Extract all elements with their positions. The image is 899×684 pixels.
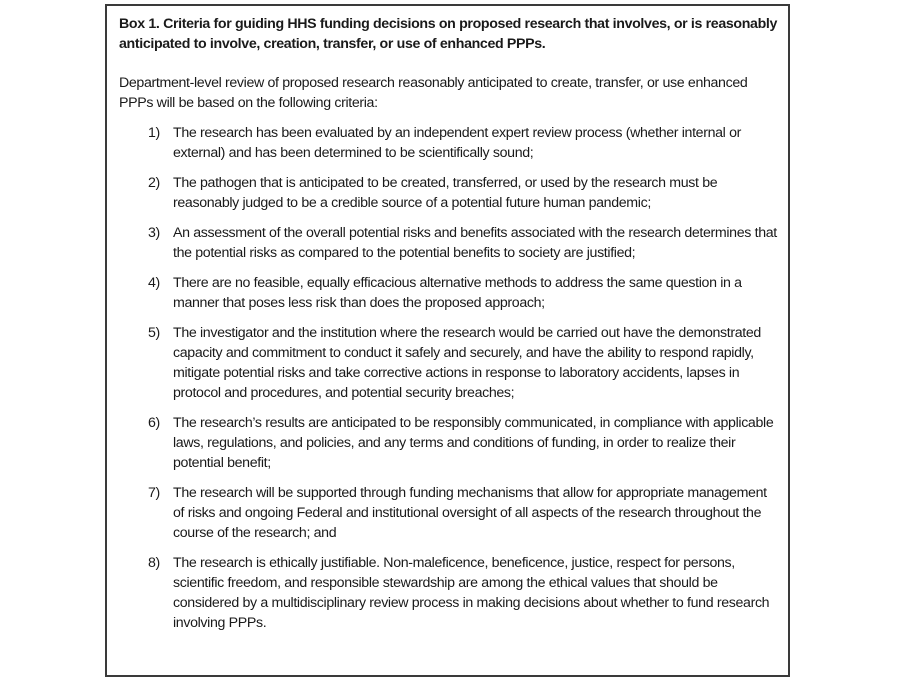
criteria-list	[119, 123, 778, 633]
criteria-text: The research is ethically justifiable. Non-maleficence, beneficence, justice, respect for persons, scientific freedom, and responsible stewardship are among the ethical values that should be considered by a multidisciplinary review process in making decisions about whether to fund research involving PPPs.	[173, 555, 770, 631]
criteria-item-6	[119, 413, 778, 473]
criteria-item-7	[119, 483, 778, 543]
criteria-box	[105, 4, 790, 677]
criteria-item-2	[119, 173, 778, 213]
criteria-text: The research will be supported through funding mechanisms that allow for appropriate management of risks and ongoing Federal and institutional oversight of all aspects of the research throughout the course of the research; and	[173, 485, 767, 541]
box-intro: Department-level review of proposed research reasonably anticipated to create, transfer, or use enhanced PPPs will be based on the following criteria:	[119, 75, 748, 111]
criteria-item-4	[119, 273, 778, 313]
criteria-number: 2)	[148, 175, 160, 191]
criteria-item-1	[119, 123, 778, 163]
criteria-box-content	[119, 14, 778, 643]
criteria-item-8	[119, 553, 778, 633]
criteria-number: 1)	[148, 125, 160, 141]
criteria-item-5	[119, 323, 778, 403]
criteria-item-3	[119, 223, 778, 263]
criteria-number: 5)	[148, 325, 160, 341]
criteria-text: The investigator and the institution where the research would be carried out have the demonstrated capacity and commitment to conduct it safely and securely, and have the ability to respond rapidly, mitigate potential risks and take corrective actions in response to laboratory accidents, lapses in protocol and procedures, and potential security breaches;	[173, 325, 761, 401]
criteria-text: The research’s results are anticipated to be responsibly communicated, in compliance with applicable laws, regulations, and policies, and any terms and conditions of funding, in order to realize their potential benefit;	[173, 415, 774, 471]
criteria-text: The research has been evaluated by an independent expert review process (whether internal or external) and has been determined to be scientifically sound;	[173, 125, 741, 161]
criteria-text: There are no feasible, equally efficacious alternative methods to address the same question in a manner that poses less risk than does the proposed approach;	[173, 275, 742, 311]
criteria-number: 6)	[148, 415, 160, 431]
criteria-text: The pathogen that is anticipated to be created, transferred, or used by the research must be reasonably judged to be a credible source of a potential future human pandemic;	[173, 175, 718, 211]
criteria-number: 4)	[148, 275, 160, 291]
criteria-text: An assessment of the overall potential risks and benefits associated with the research determines that the potential risks as compared to the potential benefits to society are justified;	[173, 225, 777, 261]
box-title: Box 1. Criteria for guiding HHS funding decisions on proposed research that involves, or is reasonably anticipated to involve, creation, transfer, or use of enhanced PPPs.	[119, 16, 778, 52]
criteria-number: 3)	[148, 225, 160, 241]
criteria-number: 7)	[148, 485, 160, 501]
criteria-number: 8)	[148, 555, 160, 571]
